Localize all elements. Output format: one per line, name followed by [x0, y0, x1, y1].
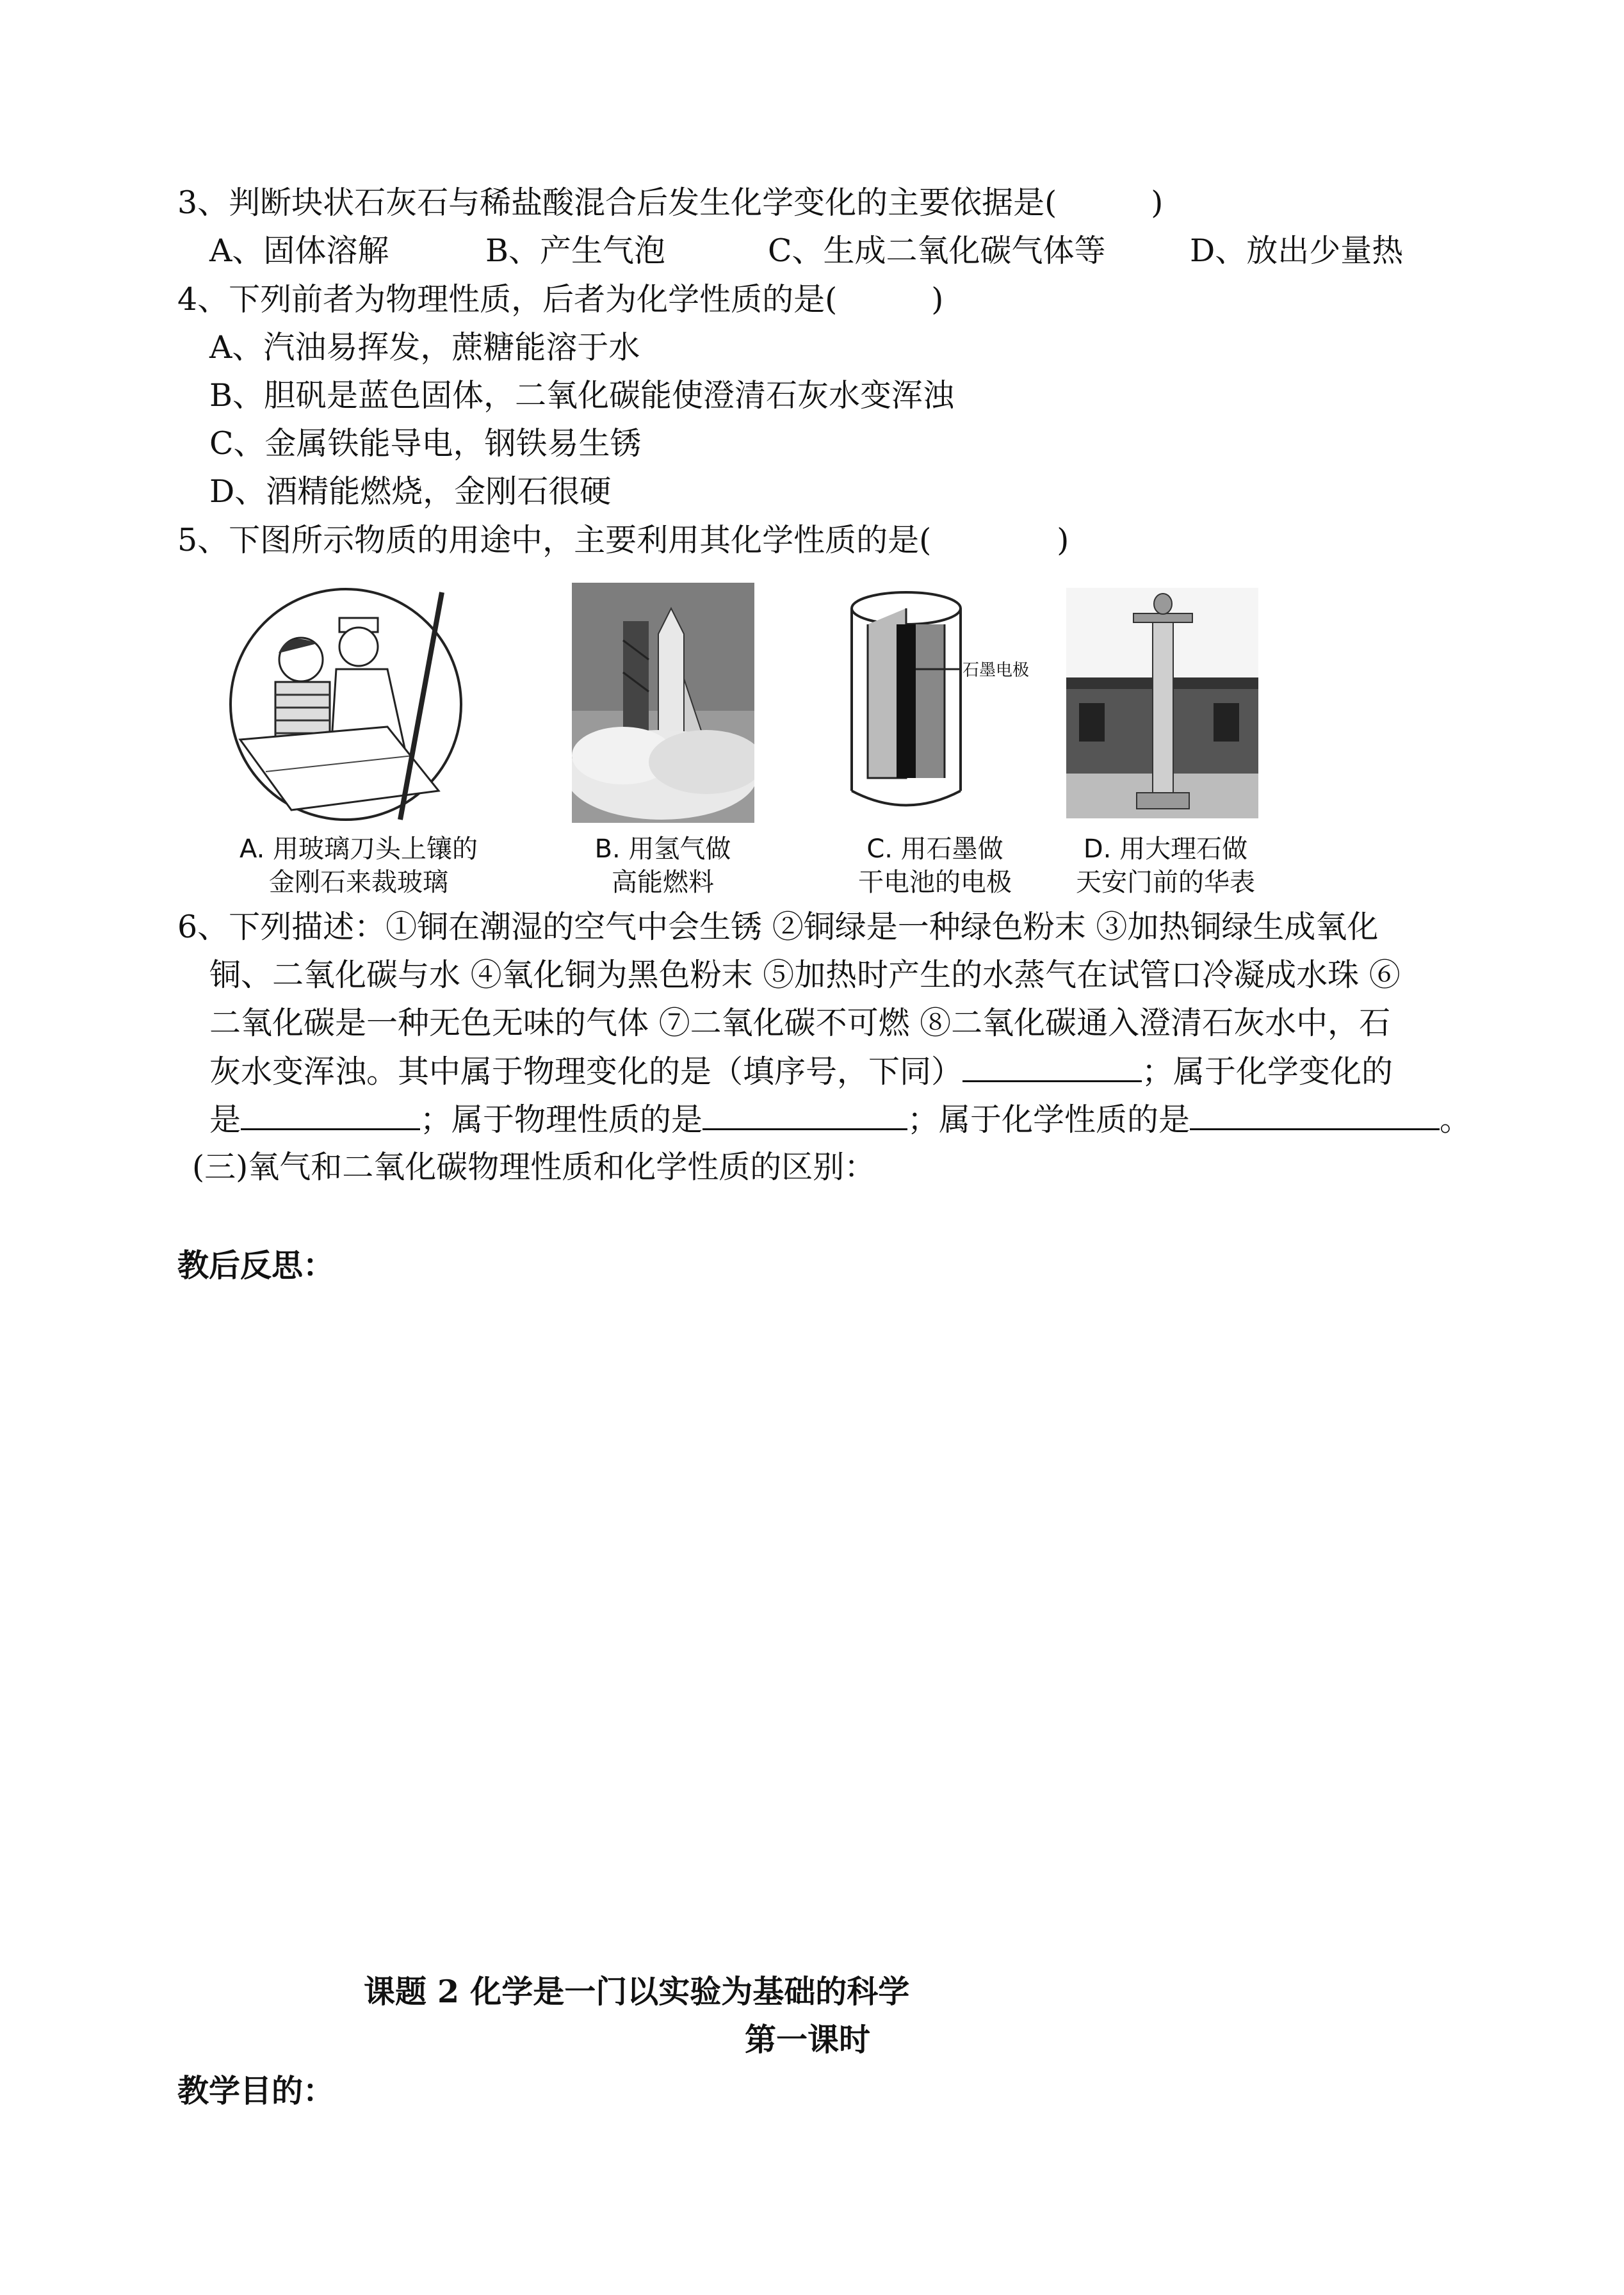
q6-line5-text-d: 。 — [1440, 1101, 1472, 1138]
q3-option-b: B、产生气泡 — [485, 232, 666, 269]
q4-option-d: D、酒精能燃烧，金刚石很硬 — [209, 473, 612, 510]
figure-a-caption-line1: A. 用玻璃刀头上镶的 — [239, 834, 478, 864]
q5-stem: 5、下图所示物质的用途中，主要利用其化学性质的是( ) — [177, 522, 1069, 558]
figure-d-caption-line1: D. 用大理石做 — [1083, 834, 1248, 864]
figure-a-caption-line2: 金刚石来裁玻璃 — [269, 868, 448, 897]
q6-line5-text-c: ；属于化学性质的是 — [907, 1101, 1190, 1138]
q6-line3: 二氧化碳是一种无色无味的气体 ⑦二氧化碳不可燃 ⑧二氧化碳通入澄清石灰水中，石 — [209, 1005, 1391, 1041]
q3-stem: 3、判断块状石灰石与稀盐酸混合后发生化学变化的主要依据是( ) — [177, 184, 1164, 221]
q3-option-c: C、生成二氧化碳气体等 — [768, 232, 1106, 269]
figure-b-rocket-photo — [572, 583, 754, 823]
section-3-heading: (三)氧气和二氧化碳物理性质和化学性质的区别： — [192, 1149, 876, 1185]
q4-stem: 4、下列前者为物理性质，后者为化学性质的是( ) — [177, 281, 944, 318]
figure-b-caption-line1: B. 用氢气做 — [594, 834, 731, 864]
figure-b-caption-line2: 高能燃料 — [612, 868, 714, 897]
lesson-subtitle: 第一课时 — [745, 2021, 871, 2058]
q6-line4 — [209, 1052, 1393, 1091]
lesson-title: 课题 2 化学是一门以实验为基础的科学 — [364, 1973, 910, 2010]
q6-line2: 铜、二氧化碳与水 ④氧化铜为黑色粉末 ⑤加热时产生的水蒸气在试管口冷凝成水珠 ⑥ — [209, 957, 1401, 993]
q4-option-c: C、金属铁能导电，钢铁易生锈 — [209, 425, 642, 462]
q6-physical-property-blank[interactable] — [702, 1100, 907, 1130]
figure-c-battery-diagram — [842, 586, 1053, 823]
q4-option-b: B、胆矾是蓝色固体，二氧化碳能使澄清石灰水变浑浊 — [209, 377, 955, 414]
q6-line4-text-a: 灰水变浑浊。其中属于物理变化的是（填序号，下同） — [209, 1053, 963, 1090]
figure-a-glass-cutter-illustration — [227, 580, 483, 829]
figure-d-caption-line2: 天安门前的华表 — [1076, 868, 1255, 897]
figure-c-inner-label: 石墨电极 — [962, 661, 1030, 680]
objective-heading: 教学目的： — [177, 2072, 335, 2109]
q6-chemical-property-blank[interactable] — [1190, 1100, 1440, 1130]
q3-option-d: D、放出少量热 — [1190, 232, 1404, 269]
q6-line1: 6、下列描述：①铜在潮湿的空气中会生锈 ②铜绿是一种绿色粉末 ③加热铜绿生成氧化 — [177, 909, 1379, 945]
figure-c-caption-line1: C. 用石墨做 — [866, 834, 1003, 864]
figure-c-caption-line2: 干电池的电极 — [858, 868, 1012, 897]
q6-physical-change-blank[interactable] — [962, 1052, 1142, 1082]
q6-line5-text-b: ；属于物理性质的是 — [420, 1101, 703, 1138]
q6-chemical-change-blank[interactable] — [241, 1100, 420, 1130]
q6-line5 — [209, 1100, 1471, 1139]
q4-option-a: A、汽油易挥发，蔗糖能溶于水 — [209, 329, 640, 366]
figure-d-huabiao-photo — [1066, 588, 1258, 818]
q3-option-a: A、固体溶解 — [209, 232, 389, 269]
q6-line4-text-b: ；属于化学变化的 — [1142, 1053, 1393, 1090]
reflection-heading: 教后反思： — [177, 1247, 335, 1284]
q6-line5-text-a: 是 — [209, 1101, 241, 1138]
